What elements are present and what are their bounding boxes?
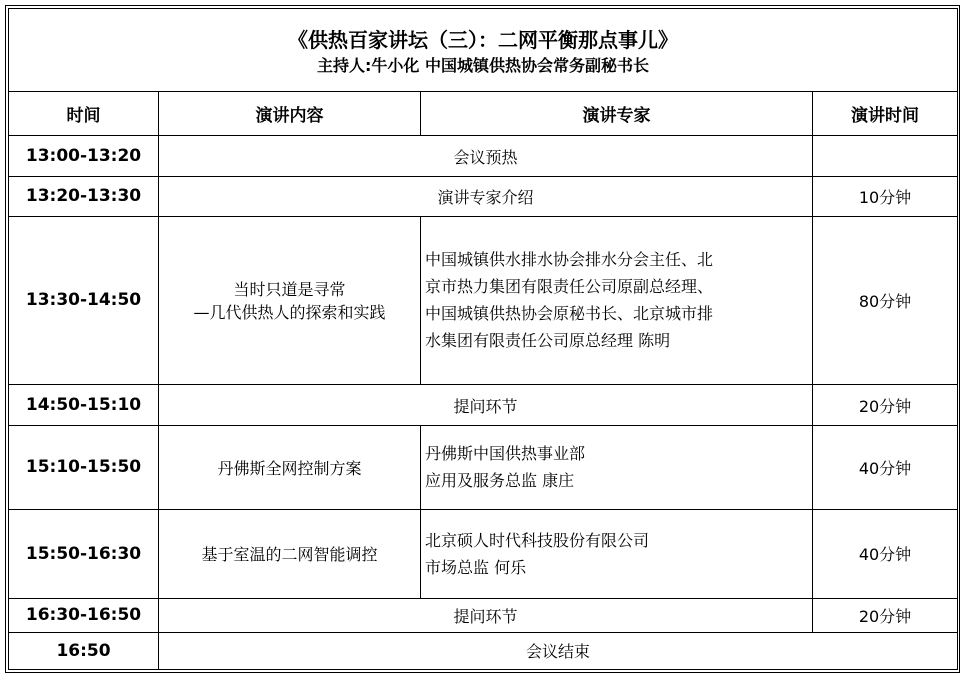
row-duration: 20分钟 [813, 599, 958, 633]
row-time: 16:50 [9, 632, 159, 669]
row-speaker [421, 216, 813, 385]
row-time: 15:10-15:50 [9, 426, 159, 509]
row-content [159, 426, 421, 509]
table-row [9, 216, 958, 385]
agenda-table [8, 8, 958, 670]
row-time: 13:20-13:30 [9, 176, 159, 216]
row-speaker [421, 426, 813, 509]
host-line: 主持人:牛小化 中国城镇供热协会常务副秘书长 [317, 56, 649, 76]
row-content [159, 509, 421, 598]
row-merged-content: 会议预热 [159, 136, 813, 176]
row-duration: 20分钟 [813, 385, 958, 426]
row-duration: 80分钟 [813, 216, 958, 385]
table-row [9, 176, 958, 216]
content-line: —几代供热人的探索和实践 [193, 303, 386, 323]
speaker-line: 中国城镇供水排水协会排水分会主任、北 [425, 250, 714, 270]
speaker-line: 市场总监 何乐 [425, 557, 527, 577]
row-time: 16:30-16:50 [9, 599, 159, 633]
row-content [159, 216, 421, 385]
content-line: 基于室温的二网智能调控 [201, 545, 378, 565]
speaker-line: 京市热力集团有限责任公司原副总经理、 [425, 277, 714, 297]
speaker-line: 应用及服务总监 康庄 [425, 471, 575, 491]
col-header-speaker: 演讲专家 [421, 92, 813, 136]
row-duration [813, 136, 958, 176]
table-row [9, 385, 958, 426]
table-row [9, 632, 958, 669]
speaker-line: 水集团有限责任公司原总经理 陈明 [425, 331, 671, 351]
title-cell [9, 9, 958, 92]
content-line: 当时只道是寻常 [233, 280, 346, 300]
row-duration: 10分钟 [813, 176, 958, 216]
table-row [9, 599, 958, 633]
row-speaker [421, 509, 813, 598]
speaker-line: 中国城镇供热协会原秘书长、北京城市排 [425, 304, 714, 324]
col-header-time: 时间 [9, 92, 159, 136]
row-duration: 40分钟 [813, 509, 958, 598]
row-merged-content: 会议结束 [159, 632, 958, 669]
row-merged-content: 演讲专家介绍 [159, 176, 813, 216]
agenda-frame [5, 5, 960, 673]
table-row [9, 426, 958, 509]
row-merged-content: 提问环节 [159, 599, 813, 633]
col-header-content: 演讲内容 [159, 92, 421, 136]
table-row [9, 136, 958, 176]
agenda-title: 《供热百家讲坛（三）：二网平衡那点事儿》 [288, 28, 678, 53]
row-duration: 40分钟 [813, 426, 958, 509]
row-time: 13:30-14:50 [9, 216, 159, 385]
row-time: 15:50-16:30 [9, 509, 159, 598]
col-header-duration: 演讲时间 [813, 92, 958, 136]
table-row [9, 509, 958, 598]
row-merged-content: 提问环节 [159, 385, 813, 426]
speaker-line: 北京硕人时代科技股份有限公司 [425, 530, 650, 550]
row-time: 13:00-13:20 [9, 136, 159, 176]
row-time: 14:50-15:10 [9, 385, 159, 426]
speaker-line: 丹佛斯中国供热事业部 [425, 444, 586, 464]
content-line: 丹佛斯全网控制方案 [217, 458, 362, 478]
column-header-row [9, 92, 958, 136]
